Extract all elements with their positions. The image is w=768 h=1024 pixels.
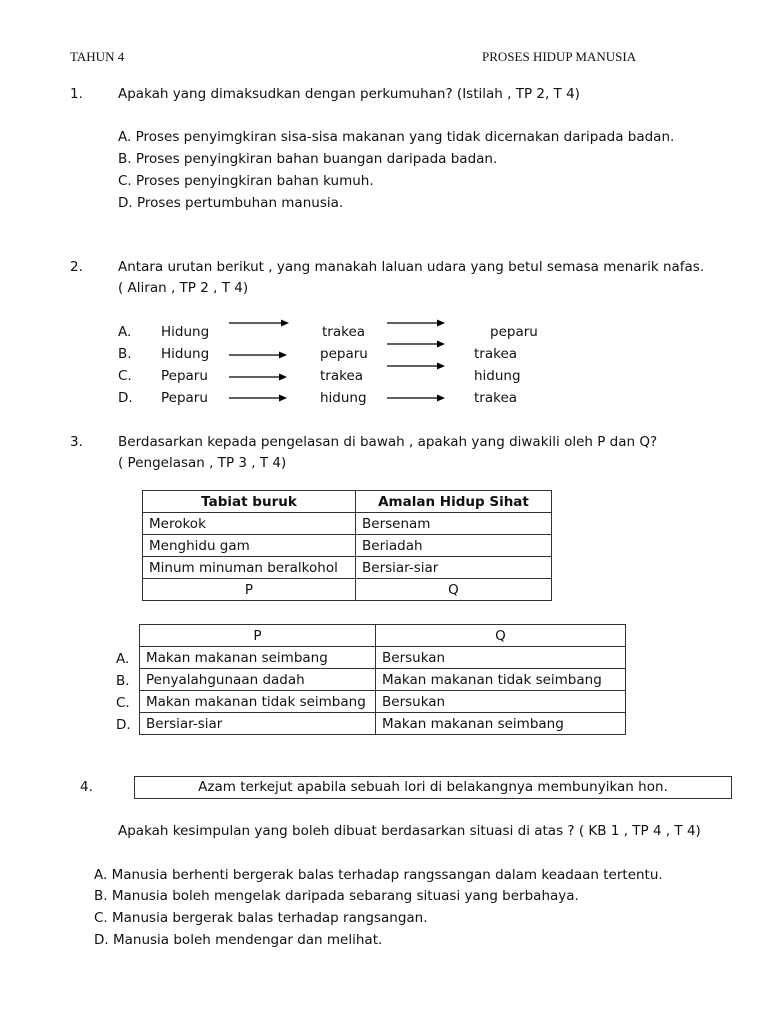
q2-option-b-second: peparu <box>320 346 368 362</box>
q4-question: Apakah kesimpulan yang boleh dibuat berdasarkan situasi di atas ? ( KB 1 , TP 4 , T 4) <box>118 823 701 839</box>
q1-option-b: B. Proses penyingkiran bahan buangan daripada badan. <box>118 151 498 167</box>
table-cell: Bersukan <box>376 691 626 713</box>
q2-option-b-letter: B. <box>118 346 132 362</box>
table-cell: Minum minuman beralkohol <box>143 557 356 579</box>
classification-table <box>142 490 552 601</box>
table-cell: Makan makanan seimbang <box>376 713 626 735</box>
q3-option-b-letter: B. <box>116 673 130 689</box>
header-left: TAHUN 4 <box>70 49 125 64</box>
table-cell: Bersiar-siar <box>140 713 376 735</box>
q2-option-d-letter: D. <box>118 390 133 406</box>
q4-option-d: D. Manusia boleh mendengar dan melihat. <box>94 932 383 948</box>
table-row <box>140 691 626 713</box>
arrow-right-icon <box>229 392 287 404</box>
q3-option-d-letter: D. <box>116 717 131 733</box>
q4-option-a: A. Manusia berhenti bergerak balas terhadap rangssangan dalam keadaan tertentu. <box>94 867 663 883</box>
q2-tag: ( Aliran , TP 2 , T 4) <box>118 280 249 296</box>
arrow-right-icon <box>229 371 287 383</box>
table-cell: Beriadah <box>356 535 552 557</box>
q2-option-b-first: Hidung <box>161 346 210 362</box>
q2-option-c-third: hidung <box>474 368 521 384</box>
q2-option-d-third: trakea <box>474 390 518 406</box>
q3-number: 3. <box>70 434 83 450</box>
table-cell: Makan makanan tidak seimbang <box>140 691 376 713</box>
table-row <box>143 579 552 601</box>
arrow-right-icon <box>387 360 445 372</box>
q2-option-c-first: Peparu <box>161 368 208 384</box>
q2-option-a-second: trakea <box>322 324 366 340</box>
table-cell: Menghidu gam <box>143 535 356 557</box>
table-row <box>143 513 552 535</box>
table-cell: Bersiar-siar <box>356 557 552 579</box>
table-row <box>140 713 626 735</box>
q2-option-c-second: trakea <box>320 368 364 384</box>
table-header: P <box>140 625 376 647</box>
table-cell: Merokok <box>143 513 356 535</box>
q1-option-c: C. Proses penyingkiran bahan kumuh. <box>118 173 374 189</box>
q2-question: Antara urutan berikut , yang manakah laluan udara yang betul semasa menarik nafas. <box>118 259 705 275</box>
arrow-right-icon <box>229 349 287 361</box>
table-row <box>143 535 552 557</box>
q2-option-b-third: trakea <box>474 346 518 362</box>
table-row <box>140 647 626 669</box>
q4-situation-box: Azam terkejut apabila sebuah lori di belakangnya membunyikan hon. <box>134 776 732 799</box>
q1-option-a: A. Proses penyimgkiran sisa-sisa makanan yang tidak dicernakan daripada badan. <box>118 129 675 145</box>
table-cell: Makan makanan seimbang <box>140 647 376 669</box>
table-row <box>140 669 626 691</box>
q4-option-c: C. Manusia bergerak balas terhadap rangsangan. <box>94 910 428 926</box>
table-cell: Makan makanan tidak seimbang <box>376 669 626 691</box>
q4-number: 4. <box>80 779 93 795</box>
arrow-right-icon <box>229 317 289 329</box>
q1-question: Apakah yang dimaksudkan dengan perkumuhan? (Istilah , TP 2, T 4) <box>118 86 580 102</box>
q2-option-c-letter: C. <box>118 368 132 384</box>
q2-number: 2. <box>70 259 83 275</box>
q2-option-a-letter: A. <box>118 324 132 340</box>
table-header: Amalan Hidup Sihat <box>356 491 552 513</box>
table-cell: Penyalahgunaan dadah <box>140 669 376 691</box>
q1-option-d: D. Proses pertumbuhan manusia. <box>118 195 344 211</box>
arrow-right-icon <box>387 317 445 329</box>
table-header: Q <box>376 625 626 647</box>
q3-question: Berdasarkan kepada pengelasan di bawah , apakah yang diwakili oleh P dan Q? <box>118 434 658 450</box>
table-cell: P <box>143 579 356 601</box>
arrow-right-icon <box>387 338 445 350</box>
q2-option-a-third: peparu <box>490 324 538 340</box>
q2-option-d-second: hidung <box>320 390 367 406</box>
q1-number: 1. <box>70 86 83 102</box>
header-right: PROSES HIDUP MANUSIA <box>482 49 637 64</box>
table-cell: Bersukan <box>376 647 626 669</box>
q3-option-c-letter: C. <box>116 695 130 711</box>
q2-option-d-first: Peparu <box>161 390 208 406</box>
table-header: Tabiat buruk <box>143 491 356 513</box>
table-cell: Q <box>356 579 552 601</box>
q2-option-a-first: Hidung <box>161 324 210 340</box>
answer-options-table <box>139 624 626 735</box>
q4-option-b: B. Manusia boleh mengelak daripada sebarang situasi yang berbahaya. <box>94 888 579 904</box>
table-row <box>143 557 552 579</box>
q3-option-a-letter: A. <box>116 651 130 667</box>
table-cell: Bersenam <box>356 513 552 535</box>
arrow-right-icon <box>387 392 445 404</box>
q3-tag: ( Pengelasan , TP 3 , T 4) <box>118 455 287 471</box>
